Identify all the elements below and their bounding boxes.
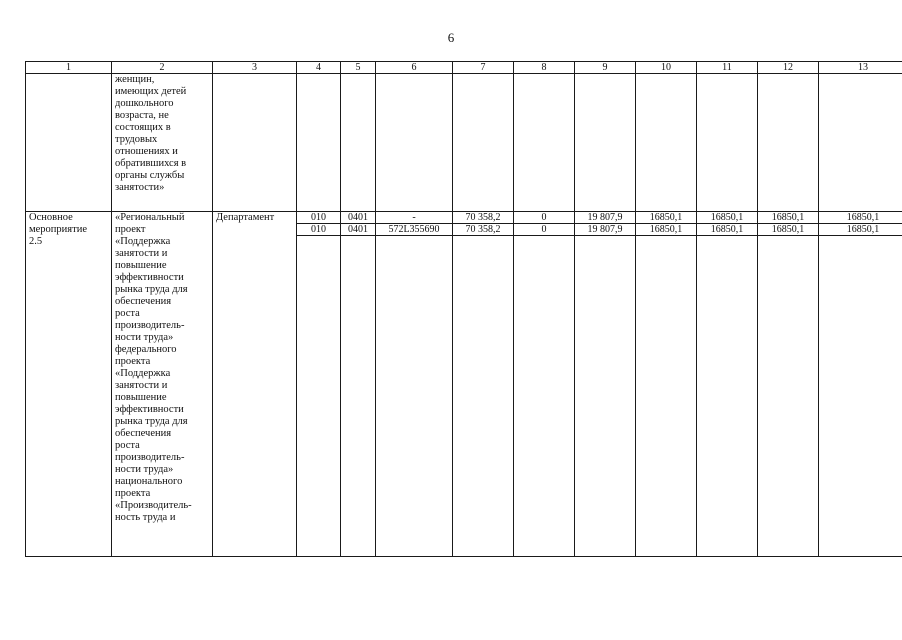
table-cell: 16850,1 [636, 224, 697, 236]
table-cell: 70 358,2 [453, 224, 514, 236]
header-cell: 13 [819, 62, 902, 74]
table-cell [575, 236, 636, 557]
table-cell: 0401 [341, 224, 376, 236]
header-cell: 3 [213, 62, 297, 74]
table-cell [297, 236, 341, 557]
table-cell: 16850,1 [697, 212, 758, 224]
table-cell [26, 74, 112, 212]
table-cell: 16850,1 [636, 212, 697, 224]
table-cell: 0 [514, 212, 575, 224]
table-cell [636, 74, 697, 212]
table-cell: 010 [297, 224, 341, 236]
table-cell [819, 74, 902, 212]
table-cell: 19 807,9 [575, 224, 636, 236]
table-cell [697, 74, 758, 212]
table-cell: 16850,1 [819, 212, 902, 224]
header-cell: 9 [575, 62, 636, 74]
header-cell: 4 [297, 62, 341, 74]
table-cell [819, 236, 902, 557]
header-cell: 7 [453, 62, 514, 74]
table-cell: - [376, 212, 453, 224]
table-row [26, 212, 902, 224]
table-cell [758, 74, 819, 212]
table-cell [514, 236, 575, 557]
header-cell: 11 [697, 62, 758, 74]
header-cell: 10 [636, 62, 697, 74]
continued-row [26, 74, 902, 212]
budget-table [25, 61, 902, 557]
table-cell: 16850,1 [758, 224, 819, 236]
header-row [26, 62, 902, 74]
header-cell: 1 [26, 62, 112, 74]
table-cell [636, 236, 697, 557]
table-cell [453, 236, 514, 557]
responsible-executor: Департамент [213, 212, 297, 557]
table-cell [376, 74, 453, 212]
table-cell [758, 236, 819, 557]
table-cell [697, 236, 758, 557]
header-cell: 6 [376, 62, 453, 74]
table-cell [341, 236, 376, 557]
header-cell: 2 [112, 62, 213, 74]
table-cell: 16850,1 [758, 212, 819, 224]
activity-name: Основное мероприятие 2.5 [26, 212, 112, 557]
table-cell [514, 74, 575, 212]
table-cell [376, 236, 453, 557]
table-cell [575, 74, 636, 212]
continued-description: женщин, имеющих детей дошкольного возраста, не состоящих в трудовых отношениях и обратившихся в органы службы занятости» [112, 74, 213, 212]
header-cell: 5 [341, 62, 376, 74]
table-cell: 0 [514, 224, 575, 236]
header-cell: 12 [758, 62, 819, 74]
table-cell [453, 74, 514, 212]
page-number: 6 [447, 30, 455, 45]
table-cell: 16850,1 [697, 224, 758, 236]
table-cell: 572L355690 [376, 224, 453, 236]
table-cell: 16850,1 [819, 224, 902, 236]
table-cell: 19 807,9 [575, 212, 636, 224]
table-cell [297, 74, 341, 212]
table-cell [213, 74, 297, 212]
header-cell: 8 [514, 62, 575, 74]
activity-description: «Региональный проект «Поддержка занятости и повышение эффективности рынка труда для обеспечения роста производитель- ности труда» федерального проекта «Поддержка занятости и повышение эффективности рынка труда для обеспечения роста производитель- ности труда» национального проекта «Производитель- ность труда и [112, 212, 213, 557]
table-cell [341, 74, 376, 212]
table-cell: 010 [297, 212, 341, 224]
table-cell: 0401 [341, 212, 376, 224]
table-cell: 70 358,2 [453, 212, 514, 224]
